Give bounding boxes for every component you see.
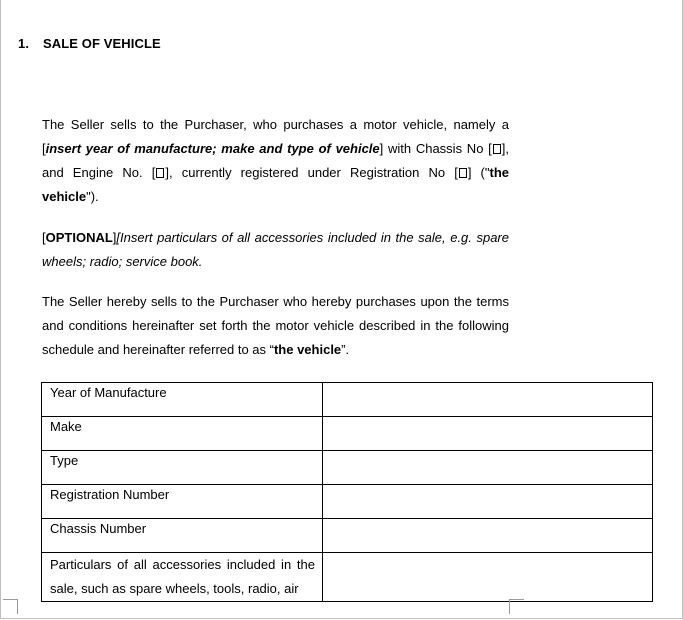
placeholder-box-engine [156,168,164,178]
placeholder-box-registration [459,168,467,178]
table-row [42,519,653,553]
insert-placeholder: insert year of manufacture; make and type of vehicle [45,141,380,156]
paragraph-sale-description [42,113,509,209]
table-row [42,485,653,519]
insert-placeholder: [Insert particulars of all accessories included in the sale, e.g. spare wheels; radio; service book. [42,230,509,269]
table-row [42,417,653,451]
page-corner-mark [3,599,18,614]
defined-term: the vehicle [42,165,509,204]
row-value[interactable] [323,417,653,451]
row-label: Year of Manufacture [42,383,323,417]
text-run: ] with Chassis No [ [379,141,492,156]
row-value[interactable] [323,519,653,553]
text-run: ] [112,230,117,245]
optional-label: OPTIONAL [45,230,113,245]
text-run: ], currently registered under Registration No [ [165,165,458,180]
section-number: 1. [18,36,30,51]
row-label: Registration Number [42,485,323,519]
row-label: Chassis Number [42,519,323,553]
row-label: Particulars of all accessories included in the sale, such as spare wheels, tools, radio, air [42,553,323,602]
row-label: Make [42,417,323,451]
text-run: "). [86,189,99,204]
paragraph-sale-terms [42,290,509,362]
paragraph-optional-accessories [42,226,509,274]
text-run: ], and Engine No. [ [42,141,509,180]
text-run: [ [42,230,46,245]
row-label: Type [42,451,323,485]
section-heading [18,36,161,51]
row-value[interactable] [323,383,653,417]
text-run: The Seller hereby sells to the Purchaser who hereby purchases upon the terms and conditions hereinafter set forth the motor vehicle described in the following schedule and hereinafter referred to as “ [42,294,509,357]
table-row [42,553,653,602]
defined-term: the vehicle [273,342,342,357]
row-value[interactable] [323,451,653,485]
text-run: ] (" [467,165,490,180]
table-row [42,383,653,417]
text-run: The Seller sells to the Purchaser, who purchases a motor vehicle, namely a [ [42,117,509,156]
placeholder-box-chassis [493,144,501,154]
page-corner-mark [509,599,524,614]
vehicle-schedule-table [41,382,653,602]
row-value[interactable] [323,485,653,519]
row-value[interactable] [323,553,653,602]
table-row [42,451,653,485]
text-run: ”. [341,342,350,357]
section-title: SALE OF VEHICLE [43,36,161,51]
